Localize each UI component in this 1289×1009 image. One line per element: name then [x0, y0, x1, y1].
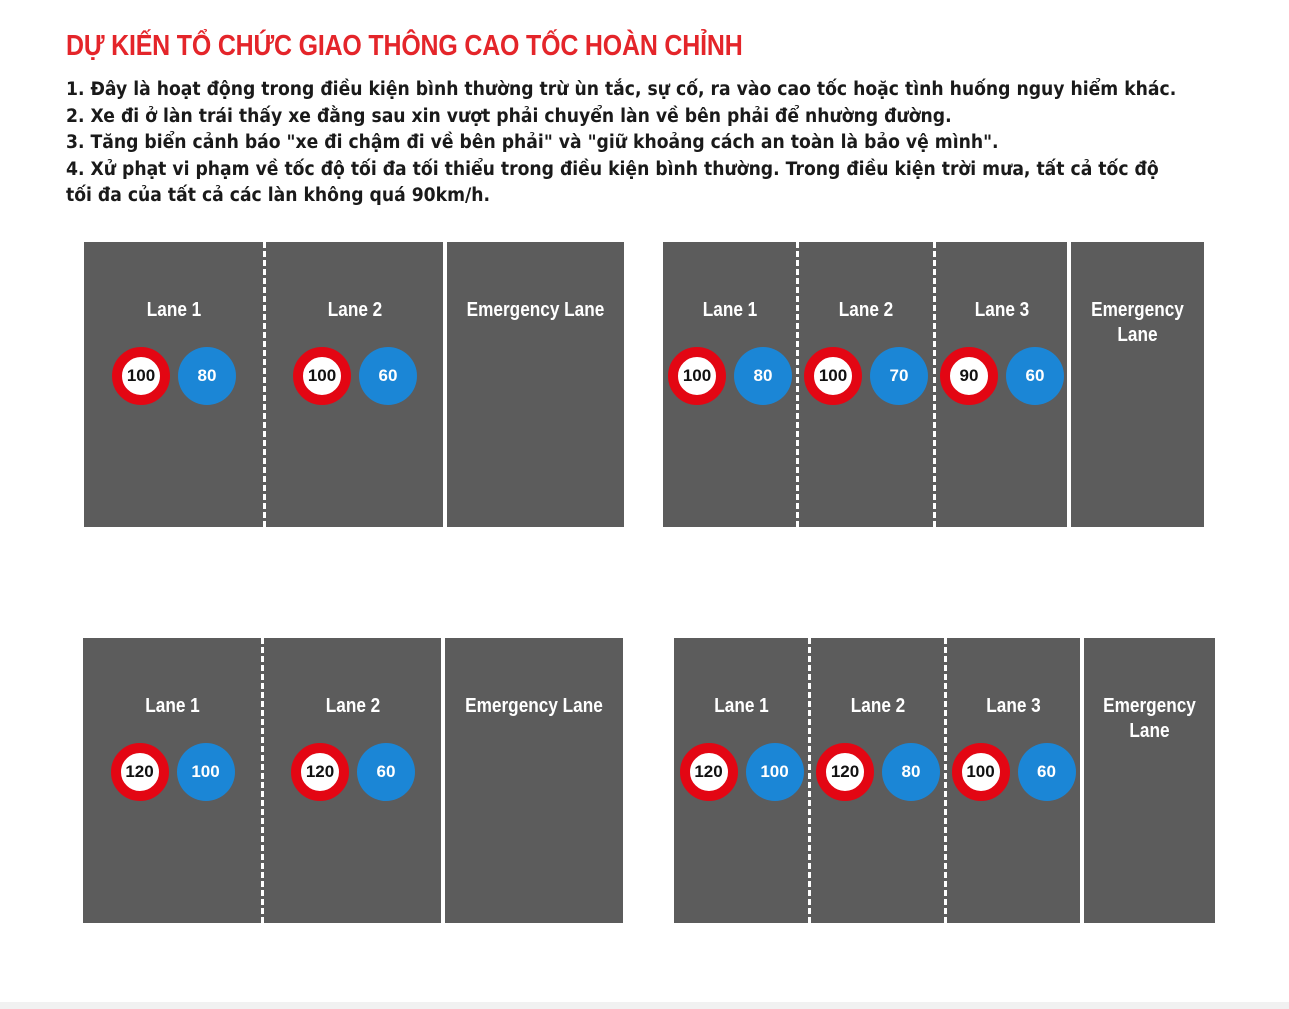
lane-label: Lane 2: [327, 299, 383, 321]
page-title: DỰ KIẾN TỔ CHỨC GIAO THÔNG CAO TỐC HOÀN CHỈNH: [66, 30, 743, 62]
lane-label: Lane 1: [702, 299, 758, 321]
max-speed-sign: 100: [952, 743, 1010, 801]
min-speed-sign: 60: [357, 743, 415, 801]
lane-1: [663, 242, 797, 527]
speed-signs: [83, 743, 262, 801]
lane-label: Emergency Lane: [466, 299, 605, 321]
emergency-lane: [447, 242, 624, 527]
speed-signs: [84, 347, 264, 405]
road-three-lane-top: [663, 242, 1204, 527]
note-3: 3. Tăng biển cảnh báo "xe đi chậm đi về bên phải" và "giữ khoảng cách an toàn là bảo vệ mình".: [66, 132, 999, 153]
speed-signs: [264, 743, 442, 801]
emergency-lane: [1084, 638, 1215, 923]
speed-signs: [266, 347, 444, 405]
lane-label: Lane 3: [974, 299, 1030, 321]
min-speed-sign: 60: [1018, 743, 1076, 801]
lane-1: [83, 638, 262, 923]
lane-label: Lane 1: [145, 695, 200, 717]
max-speed-sign: 100: [668, 347, 726, 405]
note-4: 4. Xử phạt vi phạm về tốc độ tối đa tối thiểu trong điều kiện bình thường. Trong điều kiện trời mưa, tất cả tốc độ: [66, 158, 1159, 180]
road-two-lane-top: [84, 242, 624, 527]
max-speed-sign: 100: [112, 347, 170, 405]
lane-1: [84, 242, 264, 527]
lane-2: [266, 242, 444, 527]
max-speed-sign: 100: [804, 347, 862, 405]
road-two-lane-bottom: [83, 638, 623, 923]
note-4-continued: tối đa của tất cả các làn không quá 90km/h.: [66, 185, 491, 206]
lane-label: Lane 2: [838, 299, 894, 321]
lane-label: Lane 3: [986, 695, 1041, 717]
note-1: 1. Đây là hoạt động trong điều kiện bình thường trừ ùn tắc, sự cố, ra vào cao tốc hoặc tình huống nguy hiểm khác.: [66, 79, 1177, 100]
lane-label: Emergency Lane: [1091, 299, 1184, 346]
lane-3: [936, 242, 1068, 527]
min-speed-sign: 60: [359, 347, 417, 405]
speed-signs: [936, 347, 1068, 405]
max-speed-sign: 120: [291, 743, 349, 801]
min-speed-sign: 70: [870, 347, 928, 405]
min-speed-sign: 100: [177, 743, 235, 801]
lane-2: [799, 242, 933, 527]
lane-2: [811, 638, 945, 923]
emergency-lane: [445, 638, 623, 923]
notes-list: [66, 77, 1177, 210]
max-speed-sign: 90: [940, 347, 998, 405]
note-2: 2. Xe đi ở làn trái thấy xe đằng sau xin vượt phải chuyển làn về bên phải để nhường đường.: [66, 105, 952, 127]
road-three-lane-bottom: [674, 638, 1215, 923]
max-speed-sign: 120: [816, 743, 874, 801]
lane-3: [947, 638, 1080, 923]
emergency-lane: [1071, 242, 1204, 527]
lane-1: [674, 638, 809, 923]
lane-2: [264, 638, 442, 923]
lane-label: Lane 1: [146, 299, 202, 321]
lane-label: Emergency Lane: [1103, 695, 1196, 742]
speed-signs: [811, 743, 945, 801]
speed-signs: [799, 347, 933, 405]
min-speed-sign: 80: [882, 743, 940, 801]
lane-label: Lane 2: [325, 695, 381, 717]
speed-signs: [663, 347, 797, 405]
bottom-divider: [0, 1002, 1289, 1009]
max-speed-sign: 100: [293, 347, 351, 405]
max-speed-sign: 120: [680, 743, 738, 801]
min-speed-sign: 100: [746, 743, 804, 801]
min-speed-sign: 80: [734, 347, 792, 405]
lane-label: Emergency Lane: [465, 695, 603, 717]
min-speed-sign: 80: [178, 347, 236, 405]
min-speed-sign: 60: [1006, 347, 1064, 405]
lane-label: Lane 2: [850, 695, 906, 717]
speed-signs: [674, 743, 809, 801]
max-speed-sign: 120: [111, 743, 169, 801]
speed-signs: [947, 743, 1080, 801]
lane-label: Lane 1: [714, 695, 769, 717]
